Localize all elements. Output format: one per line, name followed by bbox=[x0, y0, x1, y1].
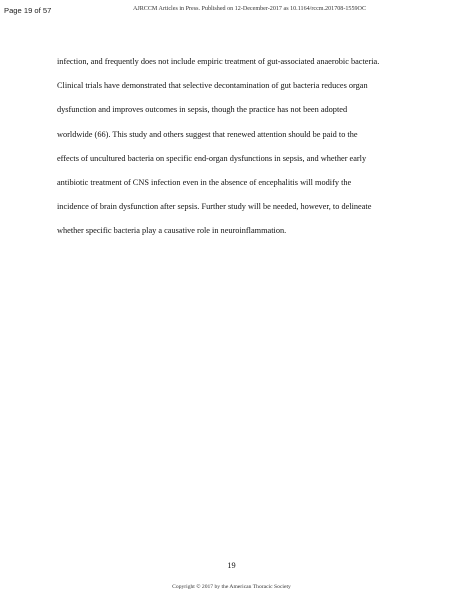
body-line: dysfunction and improves outcomes in sepsis, though the practice has not been adopted bbox=[57, 105, 348, 115]
journal-publication-notice: AJRCCM Articles in Press. Published on 12-December-2017 as 10.1164/rccm.201708-1559OC bbox=[132, 6, 367, 12]
page-number: 19 bbox=[227, 561, 236, 570]
body-line: worldwide (66). This study and others suggest that renewed attention should be paid to the bbox=[57, 129, 358, 139]
body-line: effects of uncultured bacteria on specific end-organ dysfunctions in sepsis, and whether early bbox=[57, 153, 367, 163]
body-paragraph bbox=[57, 50, 412, 244]
body-line: whether specific bacteria play a causative role in neuroinflammation. bbox=[57, 226, 287, 236]
copyright-notice: Copyright © 2017 by the American Thoracic Society bbox=[172, 584, 291, 590]
body-line: Clinical trials have demonstrated that selective decontamination of gut bacteria reduces organ bbox=[57, 81, 368, 91]
page-count-label: Page 19 of 57 bbox=[4, 6, 52, 15]
body-line: incidence of brain dysfunction after sepsis. Further study will be needed, however, to delineate bbox=[57, 202, 372, 212]
body-line: antibiotic treatment of CNS infection even in the absence of encephalitis will modify the bbox=[57, 178, 352, 188]
body-line: infection, and frequently does not include empiric treatment of gut-associated anaerobic bacteria. bbox=[57, 57, 380, 66]
